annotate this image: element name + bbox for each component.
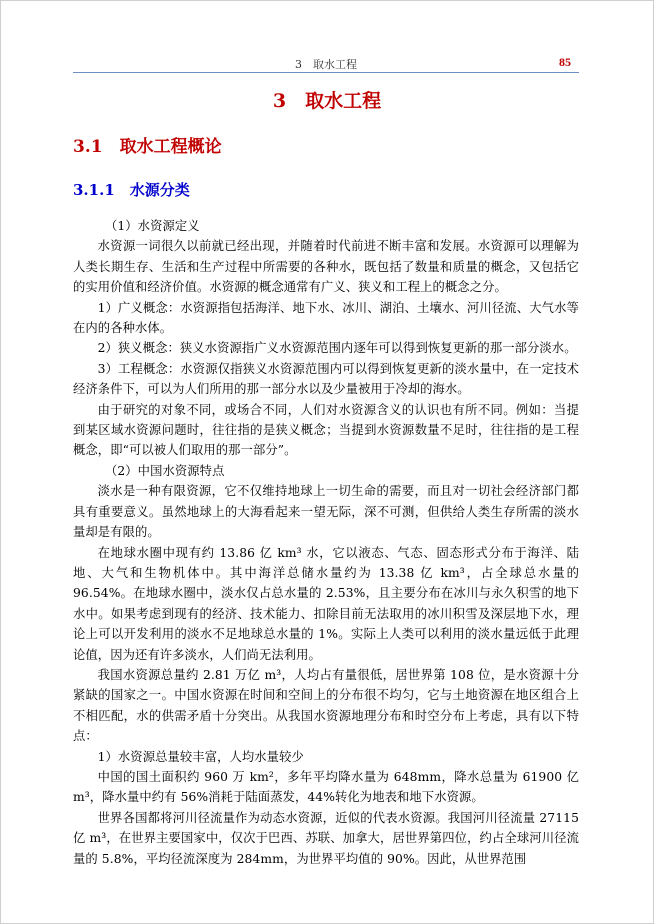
heading-water-resource-definition: （1）水资源定义 bbox=[104, 219, 200, 233]
heading-china-water-features: （2）中国水资源特点 bbox=[104, 463, 225, 478]
section-title: 3.1 取水工程概论 bbox=[73, 137, 222, 157]
paragraph: 水资源一词很久以前就已经出现，并随着时代前进不断丰富和发展。水资源可以理解为人类长期生存、生活和生产过程中所需要的各种水，既包括了数量和质量的概念，又包括它的实用价值和经济价值。水资源的概念通常有广义、狭义和工程上的概念之分。 bbox=[73, 239, 579, 295]
running-header-title: 3 取水工程 bbox=[295, 58, 357, 71]
subsection-title: 3.1.1 水源分类 bbox=[73, 181, 190, 199]
header-rule bbox=[73, 72, 579, 73]
paragraph: 中国的国土面积约 960 万 km²，多年平均降水量为 648mm，降水总量为 61900 亿 m³，降水量中约有 56%消耗于陆面蒸发，44%转化为地表和地下水资源。 bbox=[73, 769, 579, 805]
paragraph: 1）水资源总量较丰富，人均水量较少 bbox=[97, 749, 304, 764]
paragraph: 由于研究的对象不同，或场合不同，人们对水资源含义的认识也有所不同。例如：当提到某区域水资源问题时，往往指的是狭义概念；当提到水资源数量不足时，往往指的是工程概念，即“可以被人们取用的那一部分”。 bbox=[73, 402, 579, 458]
page-number: 85 bbox=[559, 55, 571, 69]
paragraph: 淡水是一种有限资源，它不仅维持地球上一切生命的需要，而且对一切社会经济部门都具有重要意义。虽然地球上的大海看起来一望无际，深不可测，但供给人类生存所需的淡水量却是有限的。 bbox=[73, 484, 579, 540]
body-text bbox=[73, 216, 579, 869]
paragraph: 1）广义概念：水资源指包括海洋、地下水、冰川、湖泊、土壤水、河川径流、大气水等在内的各种水体。 bbox=[73, 300, 579, 336]
paragraph: 在地球水圈中现有约 13.86 亿 km³ 水，它以液态、气态、固态形式分布于海洋、陆地、大气和生物机体中。其中海洋总储水量约为 13.38 亿 km³，占全球总水量的 96.54%。在地球水圈中，淡水仅占总水量的 2.53%，且主要分布在冰川与永久积雪的地下水中。如果考虑到现有的经济、技术能力、扣除目前无法取用的冰川积雪及深层地下水，理论上可以开发利用的淡水不足地球总水量的 1%。实际上人类可以利用的淡水量远低于此理论值，因为还有许多淡水，人们尚无法利用。 bbox=[73, 545, 579, 662]
paragraph: 2）狭义概念：狭义水资源指广义水资源范围内逐年可以得到恢复更新的那一部分淡水。 bbox=[97, 341, 577, 356]
paragraph: 我国水资源总量约 2.81 万亿 m³，人均占有量很低，居世界第 108 位，是水资源十分紧缺的国家之一。中国水资源在时间和空间上的分布很不均匀，它与土地资源在地区组合上不相匹配，水的供需矛盾十分突出。从我国水资源地理分布和时空分布上考虑，具有以下特点： bbox=[73, 667, 579, 744]
paragraph: 3）工程概念：水资源仅指狭义水资源范围内可以得到恢复更新的淡水量中，在一定技术经济条件下，可以为人们所用的那一部分水以及少量被用于冷却的海水。 bbox=[73, 361, 579, 397]
chapter-title: 3 取水工程 bbox=[272, 90, 382, 112]
paragraph: 世界各国都将河川径流量作为动态水资源，近似的代表水资源。我国河川径流量 27115 亿 m³，在世界主要国家中，仅次于巴西、苏联、加拿大，居世界第四位，约占全球河川径流量的 5.8%，平均径流深度为 284mm，为世界平均值的 90%。因此，从世界范围 bbox=[73, 810, 579, 866]
